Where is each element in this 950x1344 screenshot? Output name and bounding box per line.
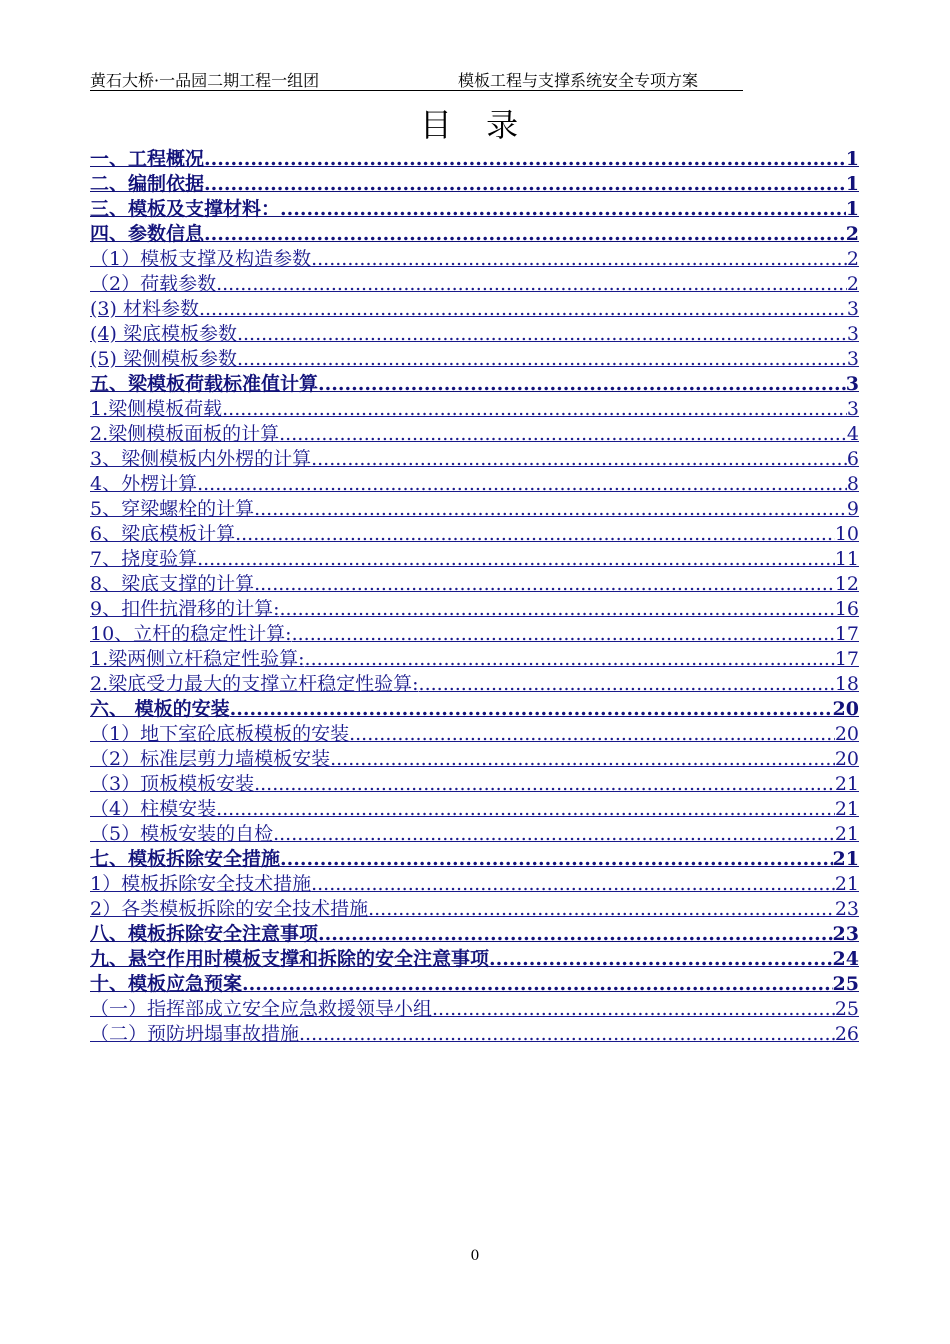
toc-dot-leader [222,397,847,422]
toc-entry-text: (3) 材料参数 [90,298,199,320]
toc-entry[interactable] [90,322,859,347]
toc-entry-text: 2）各类模板拆除的安全技术措施 [90,898,369,920]
toc-entry[interactable] [90,847,859,872]
toc-entry-text: 8、梁底支撑的计算 [90,573,255,595]
toc-entry[interactable] [90,572,859,597]
toc-entry-page: 21 [834,823,859,845]
toc-entry-page: 2 [846,248,859,270]
toc-entry-page: 1 [845,198,859,220]
toc-title: 目 录 [419,106,531,144]
toc-entry-text: （2）标准层剪力墙模板安装 [90,748,331,770]
toc-dot-leader [230,697,833,722]
toc-entry[interactable] [90,397,859,422]
toc-entry[interactable] [90,347,859,372]
toc-entry-page: 25 [832,973,859,995]
toc-entry-page: 4 [846,423,859,445]
toc-entry[interactable] [90,797,859,822]
toc-entry-page: 3 [846,298,859,320]
toc-entry-text: 1）模板拆除安全技术措施 [90,873,312,895]
toc-entry-page: 9 [846,498,859,520]
toc-entry-text: （4）柱模安装 [90,798,217,820]
toc-dot-leader [280,597,835,622]
toc-entry-page: 21 [834,773,859,795]
toc-entry-page: 2 [846,273,859,295]
toc-entry[interactable] [90,497,859,522]
toc-entry-page: 3 [846,323,859,345]
toc-entry-page: 23 [832,923,859,945]
toc-entry-page: 3 [846,398,859,420]
toc-entry-text: （二）预防坍塌事故措施 [90,1023,300,1045]
toc-dot-leader [419,672,835,697]
toc-entry-text: （1）模板支撑及构造参数 [90,248,312,270]
toc-entry-text: 六、 模板的安装 [90,698,230,720]
toc-entry[interactable] [90,297,859,322]
toc-entry[interactable] [90,622,859,647]
header-project-name: 黄石大桥·一品园二期工程一组团 [90,71,320,90]
toc-entry[interactable] [90,472,859,497]
toc-entry[interactable] [90,197,859,222]
page-header [90,66,743,91]
toc-entry-page: 20 [834,723,859,745]
toc-dot-leader [311,447,847,472]
toc-entry[interactable] [90,447,859,472]
toc-dot-leader [489,947,833,972]
toc-entry-text: （5）模板安装的自检 [90,823,274,845]
toc-entry-text: （2）荷载参数 [90,273,217,295]
toc-entry-text: 6、梁底模板计算 [90,523,236,545]
toc-entry[interactable] [90,272,859,297]
toc-entry-page: 21 [834,873,859,895]
toc-entry-text: 2.梁底受力最大的支撑立杆稳定性验算: [90,673,419,695]
toc-entry-page: 23 [834,898,859,920]
toc-entry[interactable] [90,422,859,447]
toc-dot-leader [432,997,835,1022]
toc-entry-text: 1.梁两侧立杆稳定性验算: [90,648,305,670]
toc-entry[interactable] [90,997,859,1022]
toc-entry[interactable] [90,747,859,772]
toc-dot-leader [216,797,835,822]
toc-dot-leader [197,547,835,572]
toc-dot-leader [204,172,846,197]
toc-entry[interactable] [90,1022,859,1047]
toc-entry-page: 26 [834,1023,859,1045]
toc-entry[interactable] [90,822,859,847]
toc-entry[interactable] [90,147,859,172]
toc-entry[interactable] [90,872,859,897]
toc-entry-text: 3、梁侧模板内外楞的计算 [90,448,312,470]
toc-entry-text: 十、模板应急预案 [90,973,243,995]
toc-entry-page: 1 [845,148,859,170]
toc-entry-text: (5) 梁侧模板参数 [90,348,237,370]
toc-dot-leader [235,522,835,547]
toc-entry-text: 一、工程概况 [90,148,205,170]
toc-entry[interactable] [90,972,859,997]
toc-entry-text: 五、梁模板荷载标准值计算 [90,373,319,395]
toc-entry-page: 3 [846,348,859,370]
page-number: 0 [470,1248,480,1264]
toc-entry[interactable] [90,947,859,972]
toc-dot-leader [254,497,847,522]
toc-entry-text: 2.梁侧模板面板的计算 [90,423,280,445]
toc-entry[interactable] [90,772,859,797]
toc-dot-leader [204,147,846,172]
toc-entry-text: 9、扣件抗滑移的计算: [90,598,280,620]
toc-entry-text: 七、模板拆除安全措施 [90,848,281,870]
toc-entry[interactable] [90,897,859,922]
toc-entry[interactable] [90,547,859,572]
toc-entry-text: 二、编制依据 [90,173,205,195]
toc-dot-leader [280,197,846,222]
toc-dot-leader [368,897,835,922]
toc-entry[interactable] [90,647,859,672]
toc-entry-page: 21 [834,798,859,820]
toc-entry-page: 2 [845,223,859,245]
toc-entry[interactable] [90,222,859,247]
toc-entry-text: 八、模板拆除安全注意事项 [90,923,319,945]
toc-dot-leader [305,647,835,672]
toc-entry-text: 7、挠度验算 [90,548,198,570]
toc-entry-text: 5、穿梁螺栓的计算 [90,498,255,520]
toc-dot-leader [204,222,846,247]
toc-dot-leader [254,572,835,597]
toc-entry-text: 4、外楞计算 [90,473,198,495]
toc-dot-leader [280,847,833,872]
toc-dot-leader [311,247,847,272]
toc-entry-page: 11 [834,548,859,570]
toc-entry-page: 10 [834,523,859,545]
toc-dot-leader [299,1022,835,1047]
toc-entry-text: （3）顶板模板安装 [90,773,255,795]
toc-entry-page: 6 [846,448,859,470]
toc-entry-page: 17 [834,648,859,670]
toc-entry[interactable] [90,722,859,747]
toc-entry-text: （一）指挥部成立安全应急救援领导小组 [90,998,433,1020]
toc-entry[interactable] [90,372,859,397]
toc-entry-page: 8 [846,473,859,495]
toc-entry[interactable] [90,172,859,197]
toc-dot-leader [279,422,847,447]
toc-dot-leader [311,872,835,897]
toc-dot-leader [318,372,846,397]
toc-dot-leader [242,972,833,997]
toc-dot-leader [254,772,835,797]
table-of-contents [90,147,859,1047]
toc-entry[interactable] [90,672,859,697]
toc-dot-leader [318,922,833,947]
toc-entry[interactable] [90,697,859,722]
header-document-title: 模板工程与支撑系统安全专项方案 [458,71,699,90]
toc-entry-text: （1）地下室砼底板模板的安装 [90,723,350,745]
toc-entry-page: 20 [832,698,859,720]
toc-entry[interactable] [90,597,859,622]
toc-dot-leader [216,272,847,297]
toc-entry[interactable] [90,247,859,272]
toc-dot-leader [273,822,835,847]
toc-dot-leader [237,322,847,347]
toc-entry-page: 1 [845,173,859,195]
toc-entry-page: 16 [834,598,859,620]
toc-entry-page: 3 [845,373,859,395]
toc-entry-page: 20 [834,748,859,770]
toc-entry-text: 三、模板及支撑材料： [90,198,281,220]
toc-dot-leader [237,347,847,372]
toc-entry[interactable] [90,922,859,947]
toc-entry[interactable] [90,522,859,547]
toc-entry-text: 1.梁侧模板荷载 [90,398,223,420]
toc-entry-text: 九、悬空作用时模板支撑和拆除的安全注意事项 [90,948,490,970]
toc-entry-text: 四、参数信息 [90,223,205,245]
toc-entry-text: (4) 梁底模板参数 [90,323,237,345]
toc-entry-page: 12 [834,573,859,595]
toc-dot-leader [330,747,835,772]
toc-dot-leader [292,622,835,647]
toc-entry-page: 24 [832,948,859,970]
toc-entry-page: 17 [834,623,859,645]
toc-entry-page: 18 [834,673,859,695]
toc-entry-text: 10、立杆的稳定性计算: [90,623,292,645]
toc-entry-page: 21 [832,848,859,870]
toc-dot-leader [197,472,847,497]
toc-dot-leader [199,297,847,322]
toc-dot-leader [349,722,835,747]
toc-entry-page: 25 [834,998,859,1020]
